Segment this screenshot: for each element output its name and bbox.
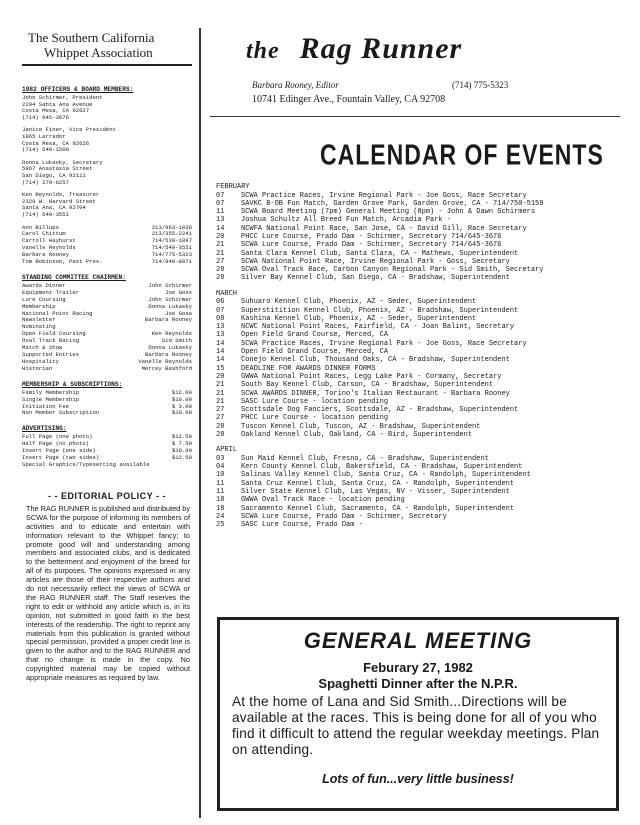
calendar-event [216, 233, 626, 241]
organization-line-1: The Southern California [28, 30, 155, 45]
calendar-event [216, 480, 626, 488]
event-text: SASC Lure Course - location pending [241, 397, 389, 406]
event-day: 07 [216, 306, 225, 315]
officer-blocks [22, 95, 192, 219]
officer-line: 1065 Larrador [22, 132, 66, 140]
event-day: 27 [216, 406, 225, 415]
calendar-event [216, 216, 626, 224]
event-text: Scottsdale Dog Fanciers, Scottsdale, AZ - Bradshaw, Superintendent [241, 406, 519, 415]
calendar-event [216, 365, 626, 373]
calendar-event [216, 513, 626, 521]
event-day: 27 [216, 257, 225, 266]
event-text: Open Field Grand Course, Merced, CA [241, 331, 389, 340]
left-column [22, 30, 192, 683]
event-day: 28 [216, 422, 225, 431]
organization-rule [22, 64, 192, 66]
event-day: 28 [216, 274, 225, 283]
event-day: 07 [216, 191, 225, 200]
officer-block [22, 127, 192, 153]
committee-row-value: Joe Gosa [165, 309, 192, 317]
event-text: Superstitition Kennel Club, Phoenix, AZ - Bradshaw, Superintendent [241, 306, 519, 315]
subscription-row-label: Single Membership [22, 395, 80, 403]
committee-row [22, 366, 192, 373]
event-text: Conejo Kennel Club, Thousand Oaks, CA - Bradshaw, Superintendent [241, 356, 510, 365]
event-text: Kern County Kennel Club, Bakersfield, CA - Bradshaw, Superintendent [241, 463, 523, 472]
committee-row-value: Donna Lukasky [148, 344, 192, 352]
calendar-of-events [216, 183, 626, 529]
committee-row-label: Oval Track Racing [22, 337, 80, 345]
calendar-event [216, 331, 626, 339]
calendar-event [216, 373, 626, 381]
event-day: 14 [216, 356, 225, 365]
editorial-policy-body: The RAG RUNNER is published and distributed by SCWA for the purpose of informing its members of activities and to educate and entertain with information relevant to the Whippet fancy; to promote good will and understanding among members and associated clubs, and is dedicated to the betterment and enjoyment of the breed for all of its purposes. The opinions expressed in any articles are those of their respective authors and do not necessarily reflect the views of SCWA or the RAG RUNNER staff. The Staff reserves the right to edit or withhold any article which is, in its opinion, not submitted in good faith in the best interests of the readership. The right to reprint any materials from this publication is granted without special permission, provided a proper credit line is given to the author and to the RAG RUNNER and that no change is made in the copy. No copyrighted material may be copied without appropriate measures as required by law. [26, 503, 190, 683]
event-text: Silver Bay Kennel Club, San Diego, CA - Bradshaw, Superintendent [241, 274, 510, 283]
newsletter-title-name: Rag Runner [299, 32, 463, 65]
event-text: Suhuaro Kennel Club, Phoenix, AZ - Seder, Superintendent [241, 298, 477, 307]
committee-row-label: Awards Dinner [22, 281, 66, 289]
advertising-row-label: Half Page (no photo) [22, 440, 90, 448]
advertising-row-label: Insert Page (one side) [22, 447, 96, 455]
event-day: 08 [216, 314, 225, 323]
board-member-value: 213/963-1038 [151, 223, 192, 231]
event-text: PHCC Lure Course, Prado Dam - Schirmer, Secretary 714/645-3676 [241, 232, 502, 241]
event-day: 28 [216, 266, 225, 275]
event-text: Salinas Valley Kennel Club, Santa Cruz, CA - Randolph, Superintendent [241, 471, 531, 480]
event-text: SCWA Board Meeting (7pm) General Meeting (8pm) - John & Dawn Schirmers [241, 208, 536, 217]
general-meeting-date: Feburary 27, 1982 [363, 660, 473, 675]
editorial-policy-title: - - EDITORIAL POLICY - - [47, 490, 166, 501]
event-text: Open Field Grand Course, Merced, CA [241, 348, 389, 357]
board-member-label: Vanelle Reynolds [22, 244, 76, 252]
calendar-event [216, 406, 626, 414]
committees-section [22, 274, 192, 373]
committee-row-value: John Schirmer [148, 281, 192, 289]
calendar-event [216, 471, 626, 479]
event-text: Sacramento Kennel Club, Sacramento, CA - Randolph, Superintendent [241, 504, 515, 513]
calendar-event [216, 225, 626, 233]
event-text: Joshua Schultz All Breed Fun Match, Arcadia Park - [241, 216, 452, 225]
general-meeting-body: At the home of Lana and Sid Smith...Directions will be available at the races. This is being done for all of you who find it difficult to attend the regular weekday meetings. Plan on attending. [232, 694, 600, 757]
board-member-label: Barbara Rooney [22, 251, 69, 259]
board-member [22, 259, 192, 266]
committee-row-value: Donna Lukasky [148, 302, 192, 310]
calendar-event [216, 431, 626, 439]
event-day: 13 [216, 323, 225, 332]
event-day: 04 [216, 463, 225, 472]
month-heading: FEBRUARY [216, 183, 250, 191]
committee-row-value: Vanelle Reynolds [138, 357, 192, 365]
calendar-event [216, 496, 626, 504]
advertising-footer: Special Graphics/Typesetting available [22, 460, 150, 468]
event-text: Santa Cruz Kennel Club, Santa Cruz, CA - Randolph, Superintendent [241, 479, 515, 488]
event-day: 24 [216, 512, 225, 521]
advertising-row-value: $10.00 [171, 447, 192, 455]
officer-line: Costa Mesa, CA 92627 [22, 107, 90, 115]
event-day: 10 [216, 471, 225, 480]
board-member-label: Carol Chittum [22, 230, 66, 238]
event-day: 14 [216, 339, 225, 348]
officer-block [22, 192, 192, 218]
month-gap [216, 283, 626, 290]
committee-list [22, 283, 192, 373]
month-heading: APRIL [216, 446, 238, 455]
committee-row-label: Historian [22, 364, 53, 372]
advertising-title: ADVERTISING: [22, 425, 67, 433]
officers-section [22, 86, 192, 266]
officer-block [22, 160, 192, 186]
event-text: SASC Lure Course, Prado Dam - [241, 521, 363, 530]
event-day: 07 [216, 199, 225, 208]
subscriptions-title: MEMBERSHIP & SUBSCRIPTIONS: [22, 380, 123, 388]
calendar-event [216, 356, 626, 364]
event-day: 14 [216, 348, 225, 357]
committee-row-value: Sid Smith [161, 337, 192, 345]
board-member-value: 714/775-5323 [151, 251, 192, 259]
officer-line: (714) 279-6257 [22, 178, 69, 186]
general-meeting-title: GENERAL MEETING [303, 628, 533, 653]
advertising-row-value: $12.50 [171, 454, 192, 462]
general-meeting-box [217, 617, 619, 811]
subscriptions-section [22, 381, 192, 418]
event-day: 11 [216, 488, 225, 496]
calendar-event [216, 398, 626, 406]
officer-line: Janice Finer, Vice President [22, 126, 116, 134]
board-member-value: 213/355-2241 [151, 230, 192, 238]
calendar-event [216, 258, 626, 266]
event-day: 21 [216, 249, 225, 258]
event-day: 18 [216, 504, 225, 513]
officer-line: (714) 645-3676 [22, 113, 69, 121]
event-text: SCWA Lure Course, Prado Dam - Schirmer, Secretary [241, 512, 447, 521]
editor-address: 10741 Edinger Ave., Fountain Valley, CA 92708 [252, 94, 446, 105]
committee-row-label: Supported Entries [22, 351, 80, 358]
event-day: 11 [216, 479, 225, 488]
event-text: SCWA AWARDS DINNER, Torino's Italian Restaurant - Barbara Rooney [241, 389, 510, 398]
subscription-row-label: Initiation Fee [22, 402, 69, 410]
committee-row-label: Membership [22, 302, 56, 310]
event-text: GWWA Oval Track Race - location pending [241, 496, 405, 505]
committee-row-label: Lure Coursing [22, 295, 66, 303]
calendar-event [216, 340, 626, 348]
event-day: 21 [216, 241, 225, 250]
calendar-event [216, 307, 626, 315]
general-meeting-subtitle: Spaghetti Dinner after the N.P.R. [318, 676, 518, 691]
subscription-row-value: $12.00 [171, 388, 192, 396]
committees-title: STANDING COMMITTEE CHAIRMEN: [22, 273, 126, 281]
newsletter-title-article: the [246, 38, 280, 64]
officer-line: John Schirmer, President [22, 94, 103, 101]
subscription-row-label: Family Membership [22, 388, 80, 396]
officer-line: San Diego, CA 92111 [22, 171, 86, 179]
event-text: Oakland Kennel Club, Oakland, CA - Bird, Superintendent [241, 431, 473, 440]
committee-row-label: Nominating [22, 323, 56, 331]
calendar-event [216, 315, 626, 323]
event-text: GWWA National Point Races, Legg Lake Park - Cormany, Secretary [241, 372, 502, 381]
month-gap [216, 439, 626, 446]
event-text: South Bay Kennel Club, Carson, CA - Bradshaw, Superintendent [241, 381, 494, 390]
event-day: 03 [216, 454, 225, 463]
event-text: Silver State Kennel Club, Las Vegas, NV - Visser, Superintendent [241, 488, 510, 496]
calendar-event [216, 298, 626, 306]
organization-name [28, 30, 192, 60]
committee-row-label: Open Field Coursing [22, 330, 86, 338]
officer-line: Santa Ana, CA 92704 [22, 204, 86, 212]
board-member-label: Ann Billups [22, 223, 59, 231]
calendar-event [216, 423, 626, 431]
committee-row-label: Equipment Trailer [22, 288, 80, 296]
event-day: 13 [216, 331, 225, 340]
event-day: 15 [216, 364, 225, 373]
calendar-event [216, 323, 626, 331]
committee-row-value: John Schirmer [148, 295, 192, 303]
subscription-row-value: $10.00 [171, 395, 192, 403]
calendar-event [216, 488, 626, 496]
officer-line: Costa Mesa, CA 92626 [22, 139, 90, 147]
event-day: 11 [216, 208, 225, 217]
event-day: 21 [216, 397, 225, 406]
subscription-list [22, 390, 192, 418]
event-text: DEADLINE FOR AWARDS DINNER FORMS [241, 364, 376, 373]
event-text: SCWA Lure Course, Prado Dam - Schirmer, Secretary 714/645-3676 [241, 241, 502, 250]
subscription-row [22, 410, 192, 417]
committee-row-label: National Point Racing [22, 309, 93, 317]
committee-row-value: Barbara Rooney [145, 351, 192, 358]
calendar-event [216, 266, 626, 274]
advertising-row-value: $ 7.50 [171, 440, 192, 448]
committee-row-label: Hospitality [22, 357, 59, 365]
officer-block [22, 95, 192, 121]
event-day: 14 [216, 224, 225, 233]
event-day: 13 [216, 216, 225, 225]
board-member-label: Carroll Hayhurst [22, 237, 76, 245]
calendar-event [216, 192, 626, 200]
general-meeting-tagline: Lots of fun...very little business! [322, 772, 514, 786]
event-text: SCWA National Point Race, Irvine Regional Park - Goss, Secretary [241, 257, 510, 266]
board-member-value: 714/549-3551 [151, 244, 192, 252]
event-text: NCWFA National Point Race, San Jose, CA - David Gill, Race Secretary [241, 224, 527, 233]
event-text: SAVKC B-OB Fun Match, Garden Grove Park, Garden Grove, CA - 714/750-5159 [241, 199, 544, 208]
event-day: 18 [216, 496, 225, 505]
event-text: SCWA Practice Races, Irvine Regional Park - Joe Goss, Race Secretary [241, 191, 527, 200]
committee-row-value: Ken Reynolds [151, 330, 192, 338]
subscription-row-label: Non Member Subscription [22, 409, 100, 417]
officer-line: Donna Lukasky, Secretary [22, 158, 103, 166]
officer-line: Ken Reynolds, Treasurer [22, 191, 100, 199]
calendar-event [216, 463, 626, 471]
calendar-event [216, 390, 626, 398]
committee-row-value: Barbara Rooney [145, 316, 192, 324]
advertising-row-label: Full Page (one photo) [22, 433, 93, 441]
event-day: 25 [216, 521, 225, 530]
event-text: PHCC Lure Course - location pending [241, 414, 389, 423]
editor-name: Barbara Rooney, Editor [252, 80, 339, 90]
event-day: 06 [216, 298, 225, 307]
committee-row-value: Joe Goss [165, 288, 192, 296]
organization-line-2: Whippet Association [44, 45, 153, 60]
event-text: SCWA Practice Races, Irvine Regional Park - Joe Goss, Race Secretary [241, 339, 527, 348]
event-day: 21 [216, 381, 225, 390]
calendar-event [216, 521, 626, 529]
calendar-event [216, 250, 626, 258]
calendar-event [216, 274, 626, 282]
calendar-event [216, 348, 626, 356]
event-day: 21 [216, 389, 225, 398]
event-day: 28 [216, 431, 225, 440]
officer-line: (714) 549-3551 [22, 210, 69, 218]
event-day: 20 [216, 372, 225, 381]
officer-line: 2329 W. Harvard Street [22, 197, 96, 205]
month-heading: MARCH [216, 289, 238, 298]
committee-row-label: Match & Show [22, 344, 63, 352]
masthead [246, 32, 616, 105]
advertising-row-value: $12.50 [171, 433, 192, 441]
editor-phone: (714) 775-5323 [452, 80, 509, 90]
board-member-value: 714/539-1897 [151, 237, 192, 245]
board-member-label: Tom Robinson, Past Pres. [22, 258, 103, 266]
advertising-list [22, 434, 192, 462]
event-text: SCWA Oval Track Race, Carbon Canyon Regional Park - Sid Smith, Secretary [241, 266, 544, 275]
advertising-section [22, 425, 192, 469]
committee-row-value: Mercey Bashford [141, 364, 192, 372]
officer-line: 2204 Santa Ana Avenue [22, 100, 93, 108]
event-text: Sun Maid Kennel Club, Fresno, CA - Bradshaw, Superintendent [241, 454, 489, 463]
calendar-event [216, 505, 626, 513]
board-members [22, 225, 192, 266]
event-day: 27 [216, 414, 225, 423]
calendar-event [216, 414, 626, 422]
masthead-rule [210, 116, 620, 117]
committee-row-label: Newsletter [22, 316, 56, 324]
event-text: Santa Clara Kennel Club, Santa Clara, CA - Mathews, Superintendent [241, 249, 519, 258]
event-text: Kashina Kennel Club, Phoenix, AZ - Seder, Superintendent [241, 314, 477, 323]
calendar-event [216, 381, 626, 389]
subscription-row-value: $10.00 [171, 409, 192, 417]
newsletter-title [246, 32, 616, 66]
event-text: NCWC National Point Races, Fairfield, CA - Joan Balint, Secretary [241, 323, 515, 332]
subscription-row-value: $ 3.00 [171, 402, 192, 410]
officers-title: 1982 OFFICERS & BOARD MEMBERS: [22, 86, 134, 93]
calendar-event [216, 455, 626, 463]
column-divider [199, 28, 201, 818]
officer-line: 5967 Anastasia Street [22, 165, 93, 173]
calendar-title: CALENDAR OF EVENTS [320, 138, 604, 171]
calendar-event [216, 200, 626, 208]
calendar-event [216, 241, 626, 249]
event-text: Tuscon Kennel Club, Tuscon, AZ - Bradshaw, Superintendent [241, 422, 481, 431]
calendar-event [216, 208, 626, 216]
board-member-value: 714/848-8971 [151, 258, 192, 266]
advertising-row-label: Insert Page (two sides) [22, 454, 100, 462]
officer-line: (714) 546-1500 [22, 146, 69, 154]
event-day: 20 [216, 232, 225, 241]
